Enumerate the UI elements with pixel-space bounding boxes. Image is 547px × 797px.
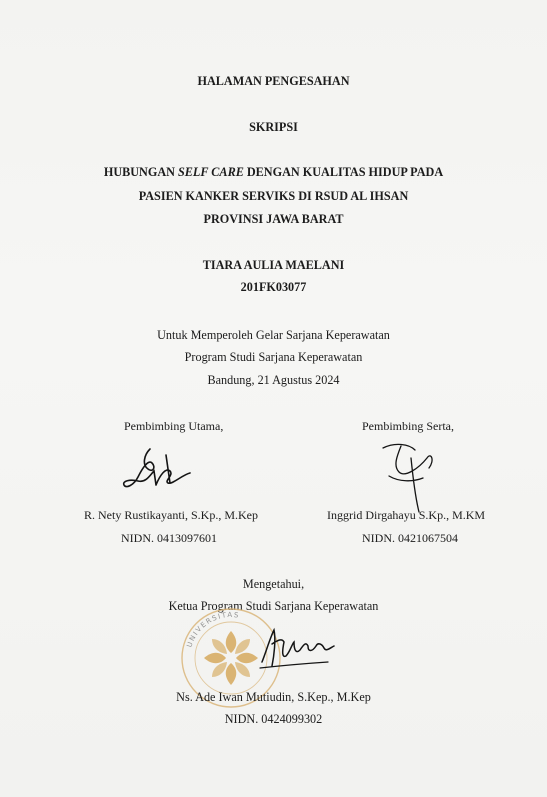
document-type: SKRIPSI: [249, 120, 298, 134]
thesis-title-line-2: PASIEN KANKER SERVIKS DI RSUD AL IHSAN: [138, 189, 409, 203]
page-heading: HALAMAN PENGESAHAN: [197, 74, 350, 88]
title-line1-pre: HUBUNGAN: [103, 165, 178, 179]
co-advisor-name: Inggrid Dirgahayu S.Kp., M.KM: [327, 508, 486, 522]
title-line1-italic: SELF CARE: [178, 165, 244, 179]
title-line1-post: DENGAN KUALITAS HIDUP PADA: [243, 165, 444, 179]
program-head-nidn: NIDN. 0424099302: [224, 712, 323, 726]
co-advisor-nidn: NIDN. 0421067504: [362, 531, 458, 545]
author-name: TIARA AULIA MAELANI: [202, 258, 345, 272]
main-advisor-nidn: NIDN. 0413097601: [121, 531, 217, 545]
study-program: Program Studi Sarjana Keperawatan: [184, 350, 363, 364]
degree-purpose: Untuk Memperoleh Gelar Sarjana Keperawatan: [157, 328, 390, 342]
main-advisor-name: R. Nety Rustikayanti, S.Kp., M.Kep: [84, 508, 258, 522]
co-advisor-signature-icon: [375, 438, 445, 518]
svg-text:UNIVERSITAS: UNIVERSITAS: [185, 610, 241, 649]
thesis-title-line-3: PROVINSI JAWA BARAT: [203, 212, 344, 226]
main-advisor-role: Pembimbing Utama,: [124, 419, 224, 433]
program-head-signature-icon: [258, 622, 338, 677]
thesis-title-line-1: [0, 165, 547, 180]
main-advisor-signature-icon: [120, 445, 200, 500]
place-date: Bandung, 21 Agustus 2024: [207, 373, 340, 387]
co-advisor-role: Pembimbing Serta,: [362, 419, 454, 433]
author-id: 201FK03077: [240, 280, 307, 294]
program-head-role: Ketua Program Studi Sarjana Keperawatan: [168, 599, 379, 613]
program-head-name: Ns. Ade Iwan Mutiudin, S.Kep., M.Kep: [176, 690, 371, 704]
knowing-label: Mengetahui,: [242, 577, 305, 591]
